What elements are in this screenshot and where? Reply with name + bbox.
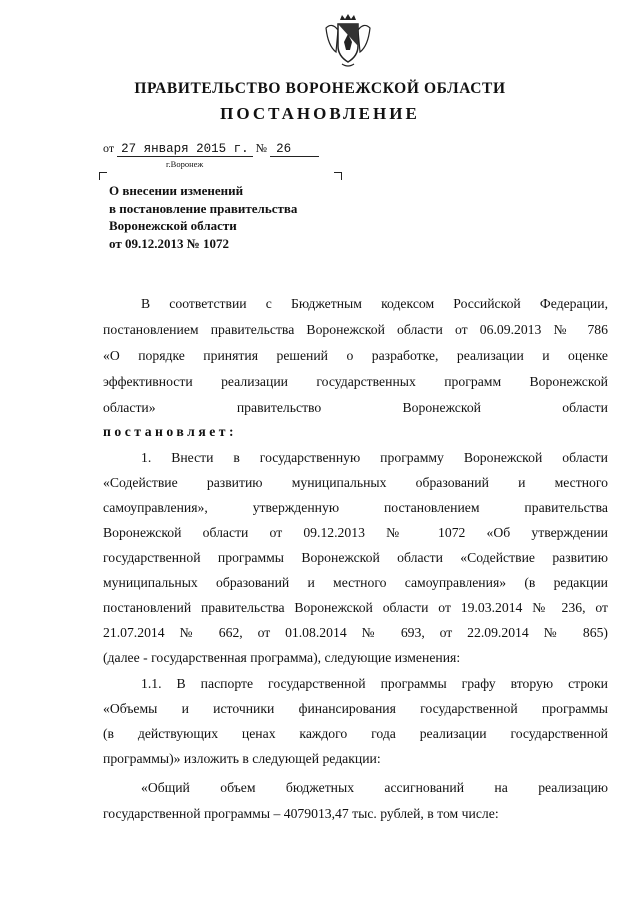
document-subject	[109, 182, 297, 252]
date-line	[103, 141, 319, 156]
number-sign: №	[255, 141, 268, 155]
body-line-resolves: постановляет:	[103, 424, 238, 439]
body-line: «Объемы и источники финансирования государственной программы	[103, 701, 608, 716]
bracket-right	[334, 172, 342, 180]
bracket-left	[99, 172, 107, 180]
body-line: (в действующих ценах каждого года реализации государственной	[103, 726, 608, 741]
body-line: «Содействие развитию муниципальных образований и местного	[103, 475, 608, 490]
date-prefix: от	[103, 141, 115, 155]
document-date: 27 января 2015 г.	[117, 142, 253, 157]
body-line: муниципальных образований и местного самоуправления» (в редакции	[103, 575, 608, 590]
body-line: государственной программы Воронежской области «Содействие развитию	[103, 550, 608, 565]
subject-line: О внесении изменений	[109, 183, 244, 198]
subject-line: от 09.12.2013 № 1072	[109, 235, 230, 251]
body-line: Воронежской области от 09.12.2013 № 1072 «Об утверждении	[103, 525, 608, 540]
body-line: 1.1. В паспорте государственной программы графу вторую строки	[141, 676, 608, 691]
city-label: г.Воронеж	[166, 159, 204, 169]
body-line: 1. Внести в государственную программу Воронежской области	[141, 450, 608, 465]
body-line: «Общий объем бюджетных ассигнований на реализацию	[141, 780, 608, 795]
body-line: эффективности реализации государственных программ Воронежской	[103, 374, 608, 389]
body-line: (далее - государственная программа), следующие изменения:	[103, 650, 461, 665]
coat-of-arms-icon	[322, 12, 374, 70]
document-number: 26	[270, 142, 319, 157]
document-body	[103, 293, 608, 825]
document-type: ПОСТАНОВЛЕНИЕ	[220, 104, 420, 123]
body-line: постановлений правительства Воронежской области от 19.03.2014 № 236, от	[103, 600, 608, 615]
subject-line: Воронежской области	[109, 218, 237, 233]
body-line: «О порядке принятия решений о разработке, реализации и оценке	[103, 348, 608, 363]
body-line: государственной программы – 4079013,47 тыс. рублей, в том числе:	[103, 806, 499, 821]
body-line: В соответствии с Бюджетным кодексом Российской Федерации,	[141, 296, 608, 311]
body-line: области» правительство Воронежской области	[103, 400, 608, 415]
body-line: программы)» изложить в следующей редакции:	[103, 751, 381, 766]
body-line: 21.07.2014 № 662, от 01.08.2014 № 693, от 22.09.2014 № 865)	[103, 625, 608, 640]
body-line: самоуправления», утвержденную постановлением правительства	[103, 500, 608, 515]
government-title: ПРАВИТЕЛЬСТВО ВОРОНЕЖСКОЙ ОБЛАСТИ	[134, 80, 506, 97]
body-line: постановлением правительства Воронежской области от 06.09.2013 № 786	[103, 322, 608, 337]
subject-line: в постановление правительства	[109, 200, 298, 216]
